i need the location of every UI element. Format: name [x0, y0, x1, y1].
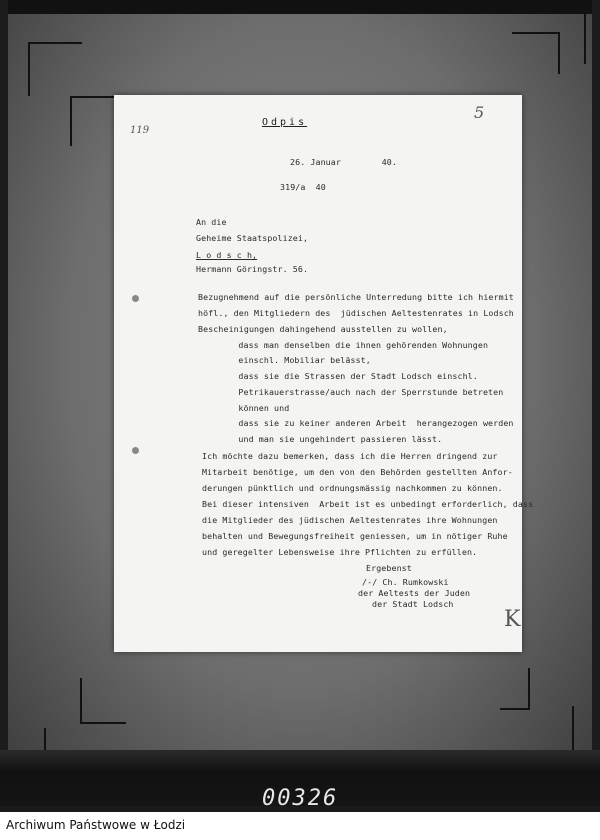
body-line: einschl. Mobiliar belässt, [218, 355, 371, 365]
date-line: 26. Januar 40. [290, 157, 397, 167]
body-line: Mitarbeit benötige, um den von den Behörden gestellten Anfor- [202, 467, 513, 477]
address-line: Hermann Göringstr. 56. [196, 264, 309, 274]
body-line: dass man denselben die ihnen gehörenden Wohnungen [218, 340, 489, 350]
body-line: können und [218, 403, 290, 413]
punch-hole [132, 447, 139, 454]
corner-mark [28, 42, 82, 96]
corner-mark [578, 0, 586, 64]
signature-line: /-/ Ch. Rumkowski [362, 577, 449, 587]
footer-bar [0, 812, 600, 840]
closing-line: Ergebenst [366, 563, 412, 573]
film-edge [592, 0, 600, 786]
body-line: und geregelter Lebensweise ihre Pflichten zu erfüllen. [202, 547, 478, 557]
film-edge [0, 0, 600, 14]
body-line: behalten und Bewegungsfreiheit geniessen, um in nötiger Ruhe [202, 531, 508, 541]
document-sheet [114, 95, 534, 652]
punch-hole [132, 295, 139, 302]
archive-caption: Archiwum Państwowe w Łodzi [6, 818, 186, 832]
address-line: L o d s c h, [196, 250, 258, 260]
closing-line: der Aeltests der Juden [358, 588, 471, 598]
body-line: und man sie ungehindert passieren lässt. [218, 434, 443, 444]
body-line: Petrikauerstrasse/auch nach der Sperrstunde betreten [218, 387, 504, 397]
body-line: dass sie die Strassen der Stadt Lodsch einschl. [218, 371, 478, 381]
body-line: Bescheinigungen dahingehend ausstellen zu wollen, [198, 324, 448, 334]
reference-number: 319/a 40 [280, 182, 326, 192]
film-edge [0, 0, 8, 786]
corner-mark [500, 668, 530, 710]
body-line: dass sie zu keiner anderen Arbeit herangezogen werden [218, 418, 514, 428]
document-title: Odpis [262, 117, 308, 128]
corner-handwritten-mark: K [504, 607, 521, 632]
body-line: Bei dieser intensiven Arbeit ist es unbedingt erforderlich, dass [202, 499, 534, 509]
body-line: die Mitglieder des jüdischen Aeltestenrates ihre Wohnungen [202, 515, 498, 525]
body-line: Ich möchte dazu bemerken, dass ich die Herren dringend zur [202, 451, 498, 461]
frame-number: 00326 [262, 786, 339, 811]
body-line: höfl., den Mitgliedern des jüdischen Aeltestenrates in Lodsch [198, 308, 514, 318]
address-line: An die [196, 217, 227, 227]
corner-mark [80, 678, 126, 724]
margin-mark: 119 [130, 125, 150, 136]
corner-mark [512, 32, 560, 74]
address-line: Geheime Staatspolizei, [196, 233, 309, 243]
page-mark: 5 [474, 103, 485, 122]
closing-line: der Stadt Lodsch [372, 599, 454, 609]
body-line: derungen pünktlich und ordnungsmässig nachkommen zu können. [202, 483, 503, 493]
body-line: Bezugnehmend auf die persönliche Unterredung bitte ich hiermit [198, 292, 514, 302]
